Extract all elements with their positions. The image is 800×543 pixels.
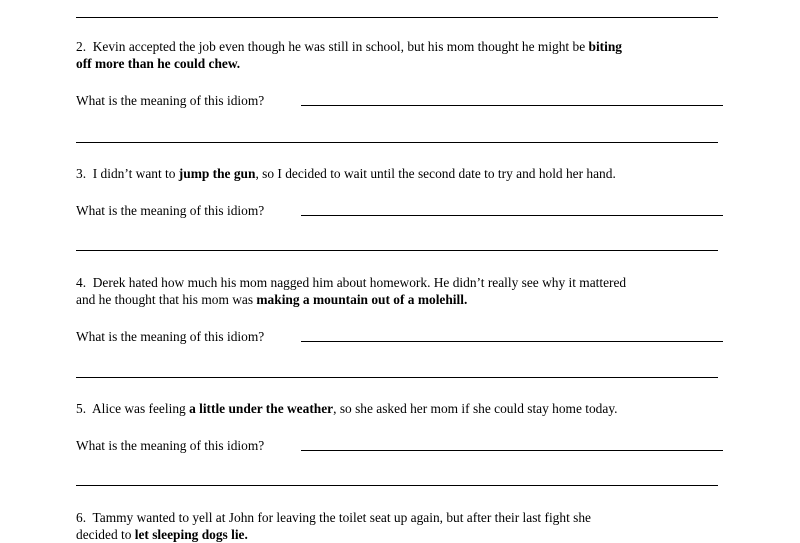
question-5 <box>76 400 736 417</box>
question-number: 6. <box>76 510 87 525</box>
question-text: , so she asked her mom if she could stay home today. <box>333 401 618 416</box>
answer-prompt <box>76 202 264 219</box>
question-text: , so I decided to wait until the second date to try and hold her hand. <box>255 166 616 181</box>
answer-rule[interactable] <box>76 142 718 143</box>
question-text: I didn’t want to <box>92 166 179 181</box>
question-number: 5. <box>76 401 87 416</box>
answer-rule[interactable] <box>76 17 718 18</box>
idiom-text: a little under the weather <box>189 401 334 416</box>
idiom-text: let sleeping dogs lie. <box>134 527 248 542</box>
answer-line[interactable] <box>301 341 723 342</box>
answer-line[interactable] <box>301 450 723 451</box>
answer-line[interactable] <box>301 105 723 106</box>
answer-prompt <box>76 437 264 454</box>
idiom-text: jump the gun <box>178 166 256 181</box>
question-2 <box>76 38 736 72</box>
question-text: Derek hated how much his mom nagged him about homework. He didn’t really see why it mattered <box>92 275 627 290</box>
question-text: and he thought that his mom was <box>76 292 257 307</box>
idiom-text: making a mountain out of a molehill. <box>256 292 468 307</box>
question-number: 2. <box>76 39 87 54</box>
prompt-label: What is the meaning of this idiom? <box>76 93 265 108</box>
question-text: decided to <box>76 527 135 542</box>
prompt-label: What is the meaning of this idiom? <box>76 203 265 218</box>
question-text: Tammy wanted to yell at John for leaving the toilet seat up again, but after their last fight she <box>92 510 591 525</box>
question-3 <box>76 165 736 182</box>
question-text: Kevin accepted the job even though he was still in school, but his mom thought he might be <box>92 39 589 54</box>
question-4 <box>76 274 736 308</box>
question-text: Alice was feeling <box>92 401 190 416</box>
answer-rule[interactable] <box>76 377 718 378</box>
idiom-text: biting <box>588 39 622 54</box>
answer-prompt <box>76 328 264 345</box>
question-number: 3. <box>76 166 87 181</box>
answer-rule[interactable] <box>76 250 718 251</box>
answer-rule[interactable] <box>76 485 718 486</box>
idiom-text: off more than he could chew. <box>76 56 241 71</box>
prompt-label: What is the meaning of this idiom? <box>76 438 265 453</box>
question-6 <box>76 509 736 543</box>
question-number: 4. <box>76 275 87 290</box>
answer-line[interactable] <box>301 215 723 216</box>
answer-prompt <box>76 92 264 109</box>
prompt-label: What is the meaning of this idiom? <box>76 329 265 344</box>
